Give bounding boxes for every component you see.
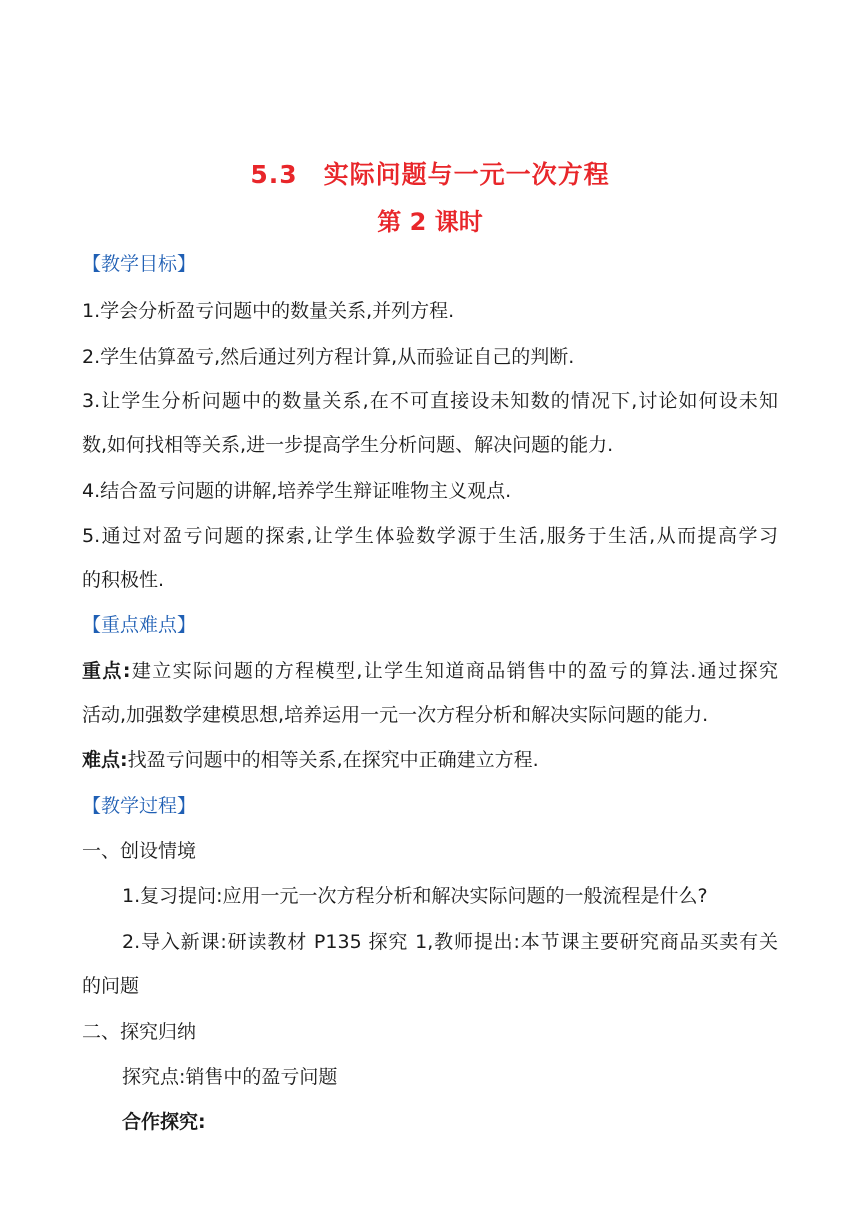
goal-1: 1.学会分析盈亏问题中的数量关系,并列方程. (82, 300, 455, 322)
lesson-title (0, 155, 860, 191)
lesson-subtitle: 第 2 课时 (377, 208, 483, 236)
process-item-2-line-1: 2.导入新课:研读教材 P135 探究 1,教师提出:本节课主要研究商品买卖有关 (122, 931, 778, 953)
difficulty-label: 难点: (82, 749, 128, 771)
goal-5-line-2: 的积极性. (82, 569, 165, 591)
lesson-number: 5.3 (250, 160, 298, 189)
key-point-text: 建立实际问题的方程模型,让学生知道商品销售中的盈亏的算法.通过探究 (130, 660, 778, 682)
goal-5-line-1: 5.通过对盈亏问题的探索,让学生体验数学源于生活,服务于生活,从而提高学习 (82, 525, 778, 547)
section-heading-keys: 【重点难点】 (82, 614, 197, 636)
key-point-label: 重点: (82, 660, 131, 682)
key-point-line-1 (82, 656, 778, 683)
section-heading-process: 【教学过程】 (82, 795, 197, 817)
process-item-2-line-2: 的问题 (82, 975, 140, 997)
goal-3-line-2: 数,如何找相等关系,进一步提高学生分析问题、解决问题的能力. (82, 434, 614, 456)
key-point-line-2: 活动,加强数学建模思想,培养运用一元一次方程分析和解决实际问题的能力. (82, 704, 709, 726)
cooperative-exploration-label: 合作探究: (122, 1111, 206, 1133)
process-item-1: 1.复习提问:应用一元一次方程分析和解决实际问题的一般流程是什么? (122, 885, 708, 907)
section-heading-goals: 【教学目标】 (82, 253, 197, 275)
goal-4: 4.结合盈亏问题的讲解,培养学生辩证唯物主义观点. (82, 480, 512, 502)
explore-point: 探究点:销售中的盈亏问题 (122, 1066, 338, 1088)
part-2-heading: 二、探究归纳 (82, 1021, 197, 1043)
difficulty-text: 找盈亏问题中的相等关系,在探究中正确建立方程. (127, 749, 539, 771)
difficulty-line (82, 745, 539, 772)
part-1-heading: 一、创设情境 (82, 840, 197, 862)
goal-2: 2.学生估算盈亏,然后通过列方程计算,从而验证自己的判断. (82, 346, 575, 368)
lesson-title-text: 实际问题与一元一次方程 (323, 160, 610, 189)
goal-3-line-1: 3.让学生分析问题中的数量关系,在不可直接设未知数的情况下,讨论如何设未知 (82, 390, 778, 412)
